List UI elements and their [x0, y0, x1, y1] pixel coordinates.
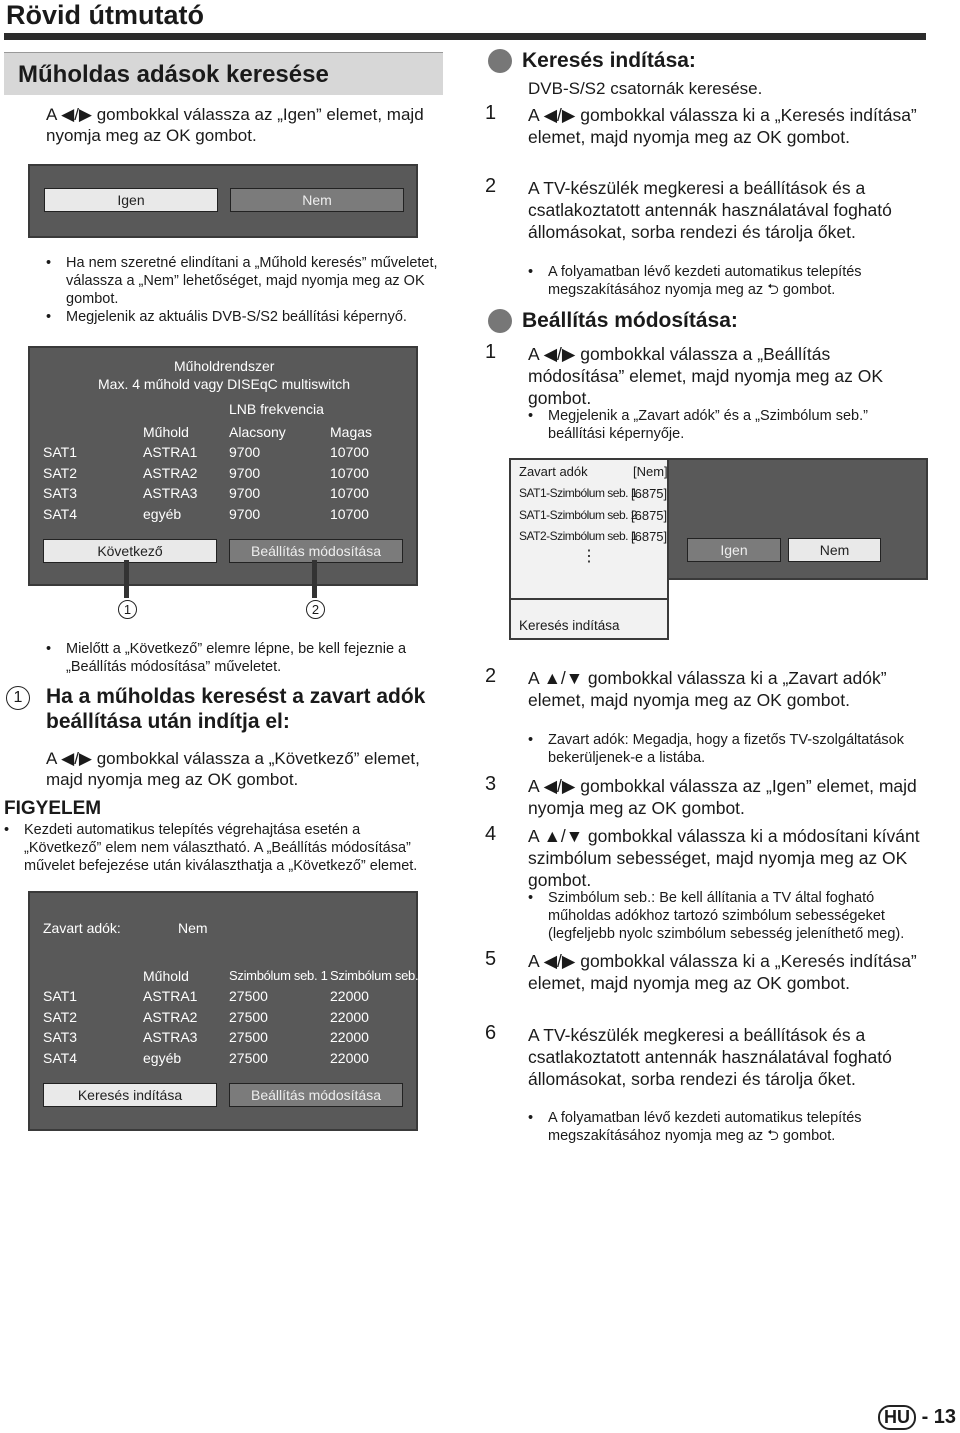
subsection-title: Ha a műholdas keresést a zavart adók beállítása után indítja el:: [46, 685, 426, 733]
sat-name: egyéb: [143, 1050, 182, 1066]
callout-number: 1: [6, 686, 30, 710]
caution-title: FIGYELEM: [4, 798, 102, 819]
symbol-rate-screen: [28, 891, 429, 1131]
page-title: Rövid útmutató: [6, 0, 204, 30]
setting-value: [6875]: [631, 529, 668, 544]
settings-list-panel: [509, 458, 669, 640]
step-text: A TV-készülék megkeresi a beállítások és a csatlakoztatott antennák használatával fogható állomásokat, sorba rendezi és tárolja őket.: [528, 1025, 892, 1089]
lnb-low: 9700: [229, 485, 261, 501]
col-high: Magas: [330, 424, 373, 440]
symbol-rate-1: 27500: [229, 1009, 268, 1025]
sat-name: ASTRA1: [143, 444, 198, 460]
setting-label: SAT2-Szimbólum seb. 1: [519, 529, 637, 543]
page-number: 13: [933, 1406, 957, 1428]
lnb-low: 9700: [229, 444, 261, 460]
step-note: [528, 407, 923, 443]
confirm-dialog: [28, 164, 418, 238]
step-text: A ◀/▶ gombokkal válassza a „Beállítás módosítása” elemet, majd nyomja meg az OK gombot.: [528, 344, 884, 408]
step-number: 3: [485, 773, 497, 795]
step-number: 4: [485, 823, 497, 845]
lnb-high: 10700: [330, 444, 369, 460]
step-note: [528, 1109, 923, 1145]
step-number: 6: [485, 1022, 497, 1044]
setting-value: [6875]: [631, 508, 668, 523]
next-button[interactable]: Következő: [43, 539, 217, 563]
step-number: 2: [485, 665, 497, 687]
subsection-number: [6, 686, 30, 710]
bullet-item: • Megjelenik a „Zavart adók” és a „Szimbólum seb.” beállítási képernyője.: [528, 407, 923, 443]
callout-number: 2: [306, 600, 325, 619]
symbol-rate-2: 22000: [330, 988, 369, 1004]
yes-button[interactable]: Igen: [44, 188, 218, 212]
yes-button[interactable]: Igen: [687, 538, 781, 562]
sat-name: ASTRA1: [143, 988, 198, 1004]
sat-name: egyéb: [143, 506, 182, 522]
lnb-high: 10700: [330, 465, 369, 481]
language-badge: HU: [878, 1405, 916, 1430]
sat-name: ASTRA3: [143, 485, 198, 501]
screen-title: Műholdrendszer: [174, 358, 275, 374]
col-low: Alacsony: [229, 424, 286, 440]
section-a-subtitle: DVB-S/S2 csatornák keresése.: [528, 79, 763, 98]
caution-list: [4, 821, 434, 875]
sat-name: ASTRA2: [143, 465, 198, 481]
section-a-title: Keresés indítása:: [522, 49, 696, 72]
step-number: 1: [485, 102, 497, 124]
col-satellite: Műhold: [143, 424, 189, 440]
modify-settings-button[interactable]: Beállítás módosítása: [229, 539, 403, 563]
symbol-rate-2: 22000: [330, 1029, 369, 1045]
sat-slot: SAT4: [43, 1050, 77, 1066]
sat-slot: SAT4: [43, 506, 77, 522]
step-note: [528, 263, 923, 299]
page-footer: [878, 1405, 956, 1430]
bullet-item: • A folyamatban lévő kezdeti automatikus telepítés megszakításához nyomja meg az ⮌ gombot.: [528, 1109, 923, 1145]
setting-label: Zavart adók: [519, 464, 588, 479]
setting-value: [6875]: [631, 486, 668, 501]
lnb-low: 9700: [229, 465, 261, 481]
bullet-item: • Mielőtt a „Következő” elemre lépne, be kell fejeznie a „Beállítás módosítása” műveletet.: [46, 640, 441, 676]
sat-slot: SAT2: [43, 1009, 77, 1025]
symbol-rate-1: 27500: [229, 988, 268, 1004]
sat-name: ASTRA3: [143, 1029, 198, 1045]
satellite-system-screen: [28, 346, 418, 586]
col-symbol-rate-2: Szimbólum seb. 2: [330, 968, 429, 983]
lnb-low: 9700: [229, 506, 261, 522]
section-title: Műholdas adások keresése: [18, 61, 329, 88]
bullet-item: • Zavart adók: Megadja, hogy a fizetős TV-szolgáltatások bekerüljenek-e a listába.: [528, 731, 923, 767]
step-text: A TV-készülék megkeresi a beállítások és a csatlakoztatott antennák használatával fogható állomásokat, sorba rendezi és tárolja őket.: [528, 178, 892, 242]
setting-value: [Nem]: [633, 464, 668, 479]
sat-name: ASTRA2: [143, 1009, 198, 1025]
step-text: A ◀/▶ gombokkal válassza ki a „Keresés indítása” elemet, majd nyomja meg az OK gombot.: [528, 105, 917, 147]
bullet-item: • A folyamatban lévő kezdeti automatikus telepítés megszakításához nyomja meg az ⮌ gombot.: [528, 263, 923, 299]
step-number: 2: [485, 175, 497, 197]
step-text: A ◀/▶ gombokkal válassza az „Igen” elemet, majd nyomja meg az OK gombot.: [528, 776, 917, 818]
callout-marker-2: [306, 600, 325, 619]
setting-label: SAT1-Szimbólum seb. 2: [519, 508, 637, 522]
bullet-list: [46, 254, 441, 326]
callout-marker-1: [118, 600, 137, 619]
modify-settings-button[interactable]: Beállítás módosítása: [229, 1083, 403, 1107]
bullet-item: • Ha nem szeretné elindítani a „Műhold keresés” műveletet, válassza a „Nem” lehetőséget, majd nyomja meg az OK gombot.: [46, 254, 441, 308]
symbol-rate-2: 22000: [330, 1009, 369, 1025]
symbol-rate-1: 27500: [229, 1029, 268, 1045]
no-button[interactable]: Nem: [788, 538, 881, 562]
lnb-high: 10700: [330, 485, 369, 501]
step-number: 1: [485, 341, 497, 363]
divider: [511, 598, 667, 600]
step-number: 5: [485, 948, 497, 970]
title-rule: [4, 33, 926, 40]
subsection-text: A ◀/▶ gombokkal válassza a „Következő” elemet, majd nyomja meg az OK gombot.: [46, 749, 420, 789]
step-text: A ▲/▼ gombokkal válassza ki a módosítani kívánt szimbólum sebességet, majd nyomja meg az OK gombot.: [528, 826, 920, 890]
lnb-high: 10700: [330, 506, 369, 522]
symbol-rate-1: 27500: [229, 1050, 268, 1066]
callout-number: 1: [118, 600, 137, 619]
step-text: A ◀/▶ gombokkal válassza ki a „Keresés indítása” elemet, majd nyomja meg az OK gombot.: [528, 951, 917, 993]
bullet-item: • Szimbólum seb.: Be kell állítania a TV által fogható műholdas adókhoz tartozó szimbólum sebességeket (legfeljebb nyolc szimbólum sebesség jeleníthető meg).: [528, 889, 923, 943]
col-satellite: Műhold: [143, 968, 189, 984]
callout-line: [124, 560, 129, 598]
sat-slot: SAT1: [43, 444, 77, 460]
sat-slot: SAT3: [43, 1029, 77, 1045]
section-bullet-icon: [488, 49, 512, 78]
step-text: A ▲/▼ gombokkal válassza ki a „Zavart adók” elemet, majd nyomja meg az OK gombot.: [528, 668, 887, 710]
no-button[interactable]: Nem: [230, 188, 404, 212]
start-search-button[interactable]: Keresés indítása: [43, 1083, 217, 1107]
scrambled-value: Nem: [178, 920, 208, 936]
section-heading: [4, 52, 443, 95]
section-b-title: Beállítás módosítása:: [522, 309, 738, 332]
step-note: [528, 731, 923, 767]
lnb-label: LNB frekvencia: [229, 401, 324, 417]
bullet-list: [46, 640, 441, 676]
intro-text: A ◀/▶ gombokkal válassza az „Igen” elemet, majd nyomja meg az OK gombot.: [46, 105, 424, 145]
symbol-rate-2: 22000: [330, 1050, 369, 1066]
section-bullet-icon: [488, 309, 512, 338]
screen-subtitle: Max. 4 műhold vagy DISEqC multiswitch: [98, 376, 351, 392]
setting-label: SAT1-Szimbólum seb. 1: [519, 486, 637, 500]
sat-slot: SAT1: [43, 988, 77, 1004]
footer-separator: -: [921, 1406, 929, 1428]
more-items-icon: ⋮: [581, 548, 597, 565]
caution-text: • Kezdeti automatikus telepítés végrehajtása esetén a „Következő” elem nem választható. A „Beállítás módosítása” művelet befejezése után kiválaszthatja a „Következő” elemet.: [4, 821, 434, 875]
step-note: [528, 889, 923, 943]
scrambled-label: Zavart adók:: [43, 920, 121, 936]
callout-line: [312, 560, 317, 598]
bullet-item: • Megjelenik az aktuális DVB-S/S2 beállítási képernyő.: [46, 308, 441, 326]
col-symbol-rate-1: Szimbólum seb. 1: [229, 968, 328, 983]
sat-slot: SAT2: [43, 465, 77, 481]
sat-slot: SAT3: [43, 485, 77, 501]
start-search-item[interactable]: Keresés indítása: [519, 618, 620, 633]
